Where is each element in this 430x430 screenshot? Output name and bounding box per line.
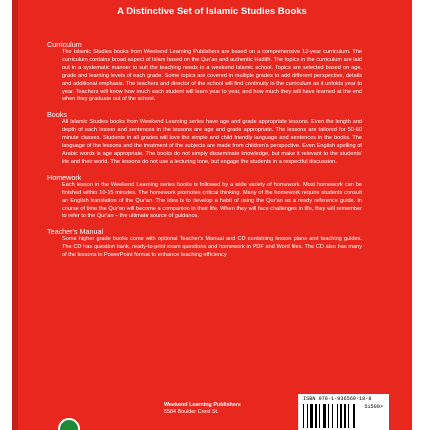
- section-homework: [44, 173, 384, 222]
- section-heading: Books: [47, 110, 67, 120]
- price-code: 51500>: [364, 404, 383, 410]
- section-teachers-manual: [44, 227, 384, 260]
- cover-spine-edge: [12, 0, 18, 430]
- cover-title: A Distinctive Set of Islamic Studies Books: [117, 6, 307, 17]
- publisher-name: Weekend Learning Publishers: [164, 402, 241, 408]
- book-back-cover: [12, 0, 412, 430]
- section-heading: Curriculum: [47, 40, 82, 49]
- section-body: The Islamic Studies books from Weekend Learning Publishers are based on a comprehensive 12-year curriculum. The curriculum contains broad aspect of Islam based on the Qur'an and authentic Hadith. The topics in the curriculum are laid out in a systematic manner to suit the teaching needs in a weekend Islamic school. Topics are selected based on age, grade and learning levels of each grade. Some topics are covered in multiple grades to add different perspective, details and additional emphasis. The teachers and director of the school will find continuity in the curriculum as it unfolds year to year. Teachers will know how much each student will learn year to year, and how much they will have learned at the end when they graduate out of the school.: [62, 49, 362, 103]
- section-body: Each lesson in the Weekend Learning series books is followed by a wide variety of homework. Most homework can be finished within 10-15 minutes. The homework promotes critical thinking. Many of the homework require students consult an English translation of the Qur'an. The idea is to develop a habit of using the Qur'an as a ready reference guide. In course of time the Qur'an will become a companion in their life. When they will face challenges in life, they will remember to refer to the Qur'an – the ultimate source of guidance.: [62, 181, 362, 220]
- barcode-icon: [303, 404, 365, 428]
- section-books: [44, 110, 384, 166]
- section-heading: Teacher's Manual: [47, 227, 104, 237]
- section-heading: Homework: [47, 172, 82, 182]
- section-body: Some higher grade books come with optional Teacher's Manual and CD containing lesson plans and teaching guides. The CD has question bank, ready-to-print exam questions and homework in PDF and Word files. The CD also has many of the lessons in PowerPoint format to enhance teaching efficiency: [62, 236, 362, 259]
- publisher-logo-icon: [58, 418, 80, 430]
- isbn-text: ISBN 978-1-936569-18-8: [303, 396, 372, 402]
- publisher-info: [164, 402, 294, 416]
- section-body: All Islamic Studies books from Weekend Learning series have age and grade appropriate lessons. Even the length and depth of each lesson and sentences in the lessons are age and grade appropriate. The lessons are tailored for 50-60 minute classes. Students in all grades will love the simple and child friendly language and sentences in the books. The language of the lessons and the treatment of the subjects are made from children's perspective. Even English spelling of Arabic words is age appropriate. The books do not simply disseminate knowledge, but make it relevant to the students' life and their world. The lessons do not use a lecturing tone, but engage the students in a respectful discussion.: [62, 119, 362, 165]
- description-panel: [44, 40, 384, 260]
- barcode-box: [298, 394, 389, 430]
- section-curriculum: [44, 40, 384, 104]
- publisher-address: 5584 Boulder Crest St.: [164, 409, 219, 415]
